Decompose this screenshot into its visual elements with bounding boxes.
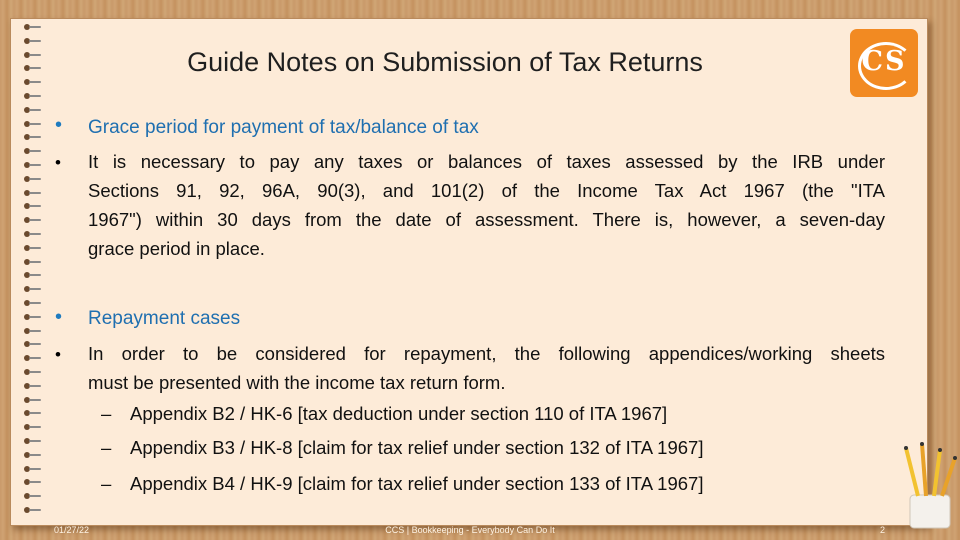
bullet-icon: • xyxy=(55,345,61,364)
paragraph-line: It is necessary to pay any taxes or balances of taxes assessed by the IRB under xyxy=(88,151,885,172)
spiral-ring xyxy=(20,176,42,182)
spiral-ring xyxy=(20,24,42,30)
spiral-ring xyxy=(20,162,42,168)
spiral-ring xyxy=(20,148,42,154)
logo-text: CS xyxy=(861,46,907,77)
appendix-item-text: Appendix B3 / HK-8 [claim for tax relief under section 132 of ITA 1967] xyxy=(130,437,704,458)
spiral-ring xyxy=(20,410,42,416)
spiral-ring xyxy=(20,479,42,485)
spiral-ring xyxy=(20,190,42,196)
appendix-item xyxy=(101,403,667,425)
appendix-item xyxy=(101,437,703,459)
spiral-ring xyxy=(20,217,42,223)
spiral-ring xyxy=(20,259,42,265)
spiral-ring xyxy=(20,286,42,292)
appendix-item-text: Appendix B2 / HK-6 [tax deduction under section 110 of ITA 1967] xyxy=(130,403,668,424)
spiral-ring xyxy=(20,65,42,71)
spiral-ring xyxy=(20,300,42,306)
spiral-ring xyxy=(20,93,42,99)
spiral-ring xyxy=(20,424,42,430)
section-heading-grace-period: Grace period for payment of tax/balance of tax xyxy=(88,117,479,138)
spiral-ring xyxy=(20,507,42,513)
footer-page-number: 2 xyxy=(880,525,886,535)
pencil-cup-icon xyxy=(900,440,960,530)
spiral-ring xyxy=(20,452,42,458)
slide-title: Guide Notes on Submission of Tax Returns xyxy=(187,47,703,77)
bullet-icon: • xyxy=(55,153,61,172)
spiral-ring xyxy=(20,493,42,499)
spiral-ring xyxy=(20,466,42,472)
spiral-ring xyxy=(20,355,42,361)
spiral-ring xyxy=(20,438,42,444)
spiral-ring xyxy=(20,203,42,209)
spiral-binding xyxy=(20,24,42,522)
dash-icon: – xyxy=(101,473,112,494)
paragraph-line: must be presented with the income tax return form. xyxy=(88,372,506,393)
paragraph-repayment xyxy=(88,339,885,397)
spiral-ring xyxy=(20,272,42,278)
paragraph-line: In order to be considered for repayment, the following appendices/working sheets xyxy=(88,343,885,364)
appendix-item xyxy=(101,473,703,495)
spiral-ring xyxy=(20,52,42,58)
footer-date: 01/27/22 xyxy=(54,525,90,535)
spiral-ring xyxy=(20,231,42,237)
spiral-ring xyxy=(20,107,42,113)
paragraph-line: grace period in place. xyxy=(88,238,265,259)
spiral-ring xyxy=(20,245,42,251)
dash-icon: – xyxy=(101,437,112,458)
spiral-ring xyxy=(20,369,42,375)
section-heading-repayment: Repayment cases xyxy=(88,308,241,329)
appendix-item-text: Appendix B4 / HK-9 [claim for tax relief under section 133 of ITA 1967] xyxy=(130,473,704,494)
paragraph-line: 1967") within 30 days from the date of assessment. There is, however, a seven-day xyxy=(88,209,885,230)
paragraph-line: Sections 91, 92, 96A, 90(3), and 101(2) of the Income Tax Act 1967 (the "ITA xyxy=(88,180,885,201)
spiral-ring xyxy=(20,397,42,403)
spiral-ring xyxy=(20,121,42,127)
paragraph-grace-period xyxy=(88,147,885,263)
spiral-ring xyxy=(20,134,42,140)
spiral-ring xyxy=(20,314,42,320)
spiral-ring xyxy=(20,383,42,389)
spiral-ring xyxy=(20,328,42,334)
spiral-ring xyxy=(20,341,42,347)
ccs-logo xyxy=(850,29,918,97)
dash-icon: – xyxy=(101,403,112,424)
spiral-ring xyxy=(20,38,42,44)
bullet-icon: • xyxy=(55,306,63,328)
spiral-ring xyxy=(20,79,42,85)
footer-center-text: CCS | Bookkeeping - Everybody Can Do It xyxy=(385,525,555,535)
bullet-icon: • xyxy=(55,114,63,136)
